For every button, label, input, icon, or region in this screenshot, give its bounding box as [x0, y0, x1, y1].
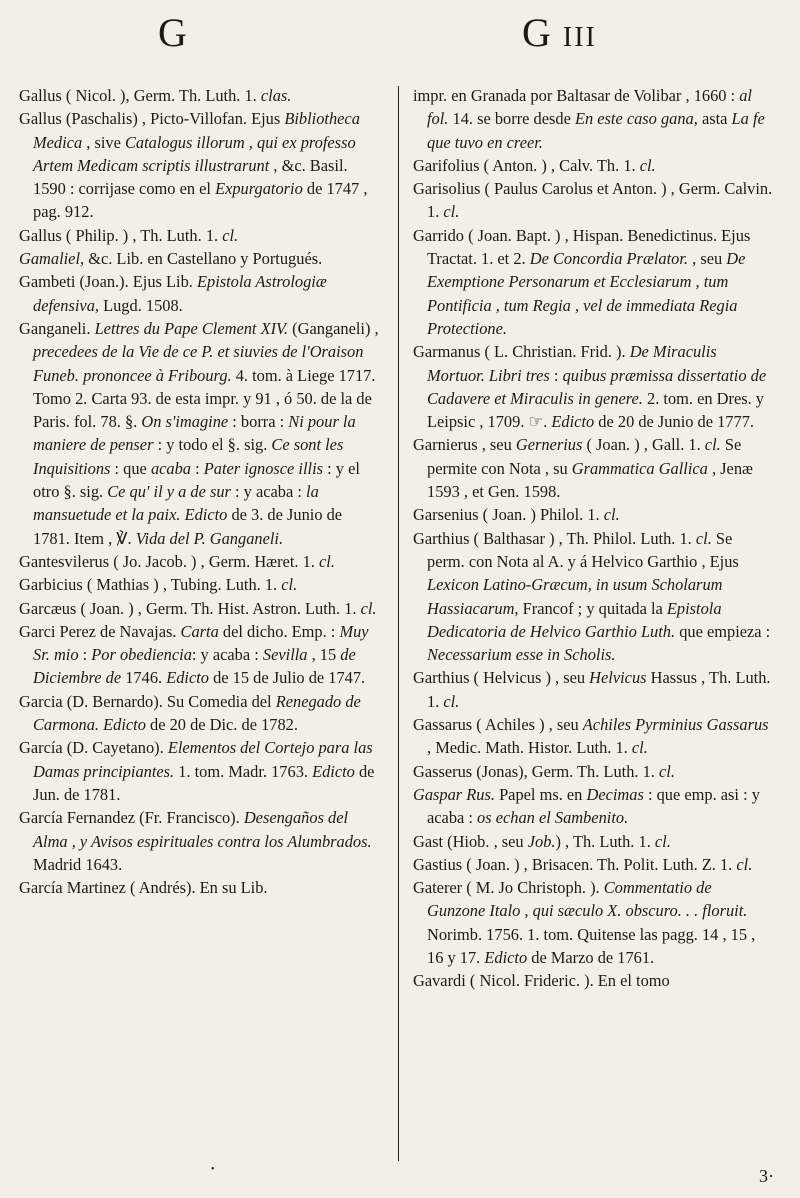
entry-italic-text: Ce sont les Inquisitions — [33, 435, 344, 478]
entry-text: : borra : — [228, 412, 289, 432]
entry-italic-text: Sevilla — [262, 645, 308, 665]
index-entry — [413, 340, 773, 433]
entry-italic-text: quibus præmissa dissertatio de Cadavere et Miraculis in genere. — [427, 365, 767, 408]
entry-text: de Marzo de 1761. — [527, 947, 655, 967]
entry-text: : y acaba : — [191, 645, 263, 665]
entry-text: , seu — [688, 249, 727, 269]
entry-italic-text: Vida del P. Ganganeli. — [135, 528, 284, 548]
entry-text: de 1747 , pag. 912. — [33, 179, 368, 222]
running-head-left — [158, 8, 187, 58]
entry-text: Ganganeli. — [19, 318, 95, 338]
entry-text: 1746. — [121, 668, 167, 688]
entry-italic-text: cl. — [736, 854, 753, 874]
entry-italic-text: la mansuetude et la paix. Edicto — [33, 482, 319, 525]
footer-ornament: • — [211, 1164, 215, 1175]
index-entry — [413, 969, 773, 992]
entry-italic-text: cl. — [654, 831, 671, 851]
entry-text: Garrido ( Joan. Bapt. ) , Hispan. Benedictinus. Ejus Tractat. 1. et 2. — [413, 225, 751, 269]
entry-text: : — [549, 365, 563, 385]
entry-italic-text: Lexicon Latino-Græcum, in usum Scholarum Hassiacarum — [427, 575, 723, 618]
entry-italic-text: cl. — [658, 761, 675, 781]
entry-text: , 15 — [307, 645, 341, 665]
entry-text: Madrid 1643. — [33, 854, 123, 874]
entry-text: ) , Th. Luth. 1. — [555, 831, 655, 851]
entry-italic-text: Lettres du Pape Clement XIV. — [94, 318, 289, 338]
entry-text: Garcæus ( Joan. ) , Germ. Th. Hist. Astron. Luth. 1. — [19, 598, 361, 618]
index-entry — [413, 760, 773, 783]
entry-text: ( Joan. ) , Gall. 1. — [582, 435, 705, 455]
entry-italic-text: Catalogus illorum , qui ex professo Artem Medicam scriptis illustrarunt — [33, 132, 356, 175]
entry-italic-text: En este caso gana — [574, 109, 694, 129]
entry-text: , &c. Lib. en Castellano y Portugués. — [80, 249, 323, 269]
entry-text: Garthius ( Balthasar ) , Th. Philol. Luth. 1. — [413, 528, 696, 548]
index-entry — [413, 853, 773, 876]
entry-italic-text: Edicto — [166, 668, 210, 688]
index-entry — [19, 317, 379, 550]
index-entry — [19, 620, 379, 690]
entry-text: Garifolius ( Anton. ) , Calv. Th. 1. — [413, 155, 640, 175]
entry-italic-text: cl. — [443, 691, 460, 711]
entry-italic-text: cl. — [631, 738, 648, 758]
index-entry — [413, 84, 773, 154]
entry-text: Gastius ( Joan. ) , Brisacen. Th. Polit. Luth. Z. 1. — [413, 854, 737, 874]
entry-text: : — [191, 458, 204, 478]
entry-text: Gallus (Paschalis) , Picto-Villofan. Ejus — [19, 109, 285, 129]
left-column — [19, 84, 379, 899]
entry-italic-text: Grammatica Gallica — [571, 458, 708, 478]
entry-text: : que — [110, 458, 151, 478]
entry-italic-text: Carta — [180, 621, 219, 641]
entry-text: impr. en Granada por Baltasar de Volibar , 1660 : — [413, 86, 740, 105]
entry-text: Norimb. 1756. 1. tom. Quitense las pagg. 14 , 15 , 16 y 17. — [427, 924, 756, 967]
index-entry — [413, 527, 773, 667]
index-entry — [19, 573, 379, 596]
index-entry — [19, 247, 379, 270]
entry-text: Garnierus , seu — [413, 435, 516, 455]
entry-text: Garmanus ( L. Christian. Frid. ). — [413, 342, 630, 362]
entry-italic-text: Pater ignosce illis — [203, 458, 324, 478]
entry-italic-text: Edicto — [551, 412, 595, 432]
entry-text: Gambeti (Joan.). Ejus Lib. — [19, 272, 197, 292]
entry-text: 1. tom. Madr. 1763. — [174, 761, 313, 781]
entry-italic-text: On s'imagine — [141, 412, 229, 432]
entry-text: de 20 de Dic. de 1782. — [145, 715, 298, 735]
entry-italic-text: Epistola Dedicatoria de Helvico Garthio Luth. — [427, 598, 722, 641]
entry-text: García Fernandez (Fr. Francisco). — [19, 808, 244, 828]
entry-italic-text: Por obediencia — [91, 645, 192, 665]
entry-italic-text: Gamaliel — [19, 249, 81, 269]
entry-text: Garci Perez de Navajas. — [19, 621, 181, 641]
entry-text: Gavardi ( Nicol. Frideric. ). En el tomo — [413, 971, 670, 991]
index-entry — [19, 270, 379, 317]
entry-text: García (D. Cayetano). — [19, 738, 168, 758]
entry-text: : y acaba : — [230, 482, 307, 502]
entry-italic-text: Elementos del Cortejo para las Damas principiantes. — [33, 738, 373, 781]
entry-text: , Jenæ 1593 , et Gen. 1598. — [427, 458, 753, 502]
entry-italic-text: clas. — [260, 86, 292, 105]
index-entry — [413, 433, 773, 503]
entry-text: Gassarus ( Achiles ) , seu — [413, 715, 583, 735]
index-entry — [19, 736, 379, 806]
entry-text: Gaterer ( M. Jo Christoph. ). — [413, 878, 604, 898]
entry-italic-text: Edicto — [484, 947, 528, 967]
entry-italic-text: cl. — [318, 551, 335, 571]
entry-text: Garcia (D. Bernardo). Su Comedia del — [19, 691, 276, 711]
entry-italic-text: Decimas — [586, 784, 644, 804]
entry-text: Hassus , Th. Luth. 1. — [427, 668, 771, 711]
entry-text: Papel ms. en — [494, 784, 587, 804]
entry-italic-text: Job. — [527, 831, 556, 851]
entry-italic-text: os echan el Sambenito. — [477, 808, 629, 828]
signature-mark: 3· — [759, 1166, 774, 1186]
entry-text: , Francof ; y quitada la — [514, 598, 667, 618]
entry-text: de Jun. de 1781. — [33, 761, 375, 804]
index-entry — [413, 876, 773, 969]
running-head-right — [522, 8, 597, 63]
entry-text: del dicho. Emp. : — [218, 621, 340, 641]
index-entry — [19, 806, 379, 876]
index-entry — [413, 177, 773, 224]
entry-text: 2. tom. en Dres. y Leipsic , 1709. ☞. — [427, 388, 764, 432]
entry-text: , sive — [82, 132, 125, 152]
index-entry — [413, 503, 773, 526]
entry-italic-text: cl. — [639, 155, 656, 175]
entry-text: de 3. de Junio de 1781. Item , ℣. — [33, 505, 343, 548]
entry-text: , Medic. Math. Histor. Luth. 1. — [427, 738, 632, 758]
entry-italic-text: Desengaños del Alma , y Avisos espirituales contra los Alumbrados. — [33, 808, 372, 851]
index-entry — [19, 876, 379, 899]
entry-italic-text: Helvicus — [589, 668, 647, 688]
right-column — [413, 84, 773, 993]
index-entry — [19, 597, 379, 620]
index-entry — [19, 550, 379, 573]
entry-italic-text: de Diciembre de — [33, 645, 356, 688]
entry-text: Gasserus (Jonas), Germ. Th. Luth. 1. — [413, 761, 659, 781]
entry-italic-text: al fol. — [427, 86, 752, 129]
index-entry — [413, 224, 773, 340]
entry-text: Gallus ( Philip. ) , Th. Luth. 1. — [19, 225, 223, 245]
index-entry — [413, 154, 773, 177]
index-entry — [413, 666, 773, 713]
index-entry — [19, 224, 379, 247]
entry-text: Garthius ( Helvicus ) , seu — [413, 668, 590, 688]
entry-italic-text: Necessarium esse in Scholis. — [427, 645, 616, 665]
index-entry — [413, 830, 773, 853]
entry-text: (Ganganeli) , — [288, 318, 379, 338]
entry-text: : — [78, 645, 92, 665]
entry-text: : y el otro §. sig. — [33, 458, 360, 502]
entry-italic-text: La fe que tuvo en creer. — [427, 109, 765, 152]
entry-italic-text: Ni pour la maniere de penser — [33, 412, 356, 455]
page-number: III — [562, 22, 597, 53]
entry-text: Gantesvilerus ( Jo. Jacob. ) , Germ. Hæret. 1. — [19, 551, 319, 571]
entry-italic-text: precedees de la Vie de ce P. et siuvies de l'Oraison Funeb. prononcee à Fribourg. — [33, 342, 364, 385]
entry-text: que empieza : — [675, 621, 771, 641]
index-entry — [19, 84, 379, 107]
entry-text: de 15 de Julio de 1747. — [209, 668, 366, 688]
entry-italic-text: De Miraculis Mortuor. Libri tres — [427, 342, 717, 385]
entry-italic-text: Edicto — [312, 761, 355, 781]
entry-text: , &c. Basil. 1590 : corrijase como en el — [33, 155, 348, 199]
entry-italic-text: cl. — [281, 575, 298, 595]
column-rule — [398, 86, 399, 1161]
entry-italic-text: cl. — [603, 505, 620, 525]
entry-text: Gast (Hiob. , seu — [413, 831, 528, 851]
entry-text: Garisolius ( Paulus Carolus et Anton. ) , Germ. Calvin. 1. — [413, 179, 773, 222]
entry-italic-text: Ce qu' il y a de sur — [107, 482, 231, 502]
entry-text: García Martinez ( Andrés). En su Lib. — [19, 878, 268, 898]
entry-italic-text: Gaspar Rus. — [413, 784, 495, 804]
entry-italic-text: acaba — [150, 458, 191, 478]
entry-text: : que emp. asi : y acaba : — [427, 784, 760, 828]
entry-italic-text: Commentatio de Gunzone Italo , qui sæculo X. obscuro. . . floruit. — [427, 878, 748, 921]
entry-italic-text: Expurgatorio — [215, 179, 303, 199]
entry-text: Se permite con Nota , su — [427, 435, 742, 478]
entry-text: Se perm. con Nota al A. y á Helvico Garthio , Ejus — [427, 528, 739, 571]
entry-italic-text: De Exemptione Personarum et Ecclesiarum , tum Pontificia , tum Regia , vel de immediata Regia Protectione. — [427, 249, 746, 338]
entry-italic-text: Renegado de Carmona. Edicto — [33, 691, 361, 735]
entry-text: Garbicius ( Mathias ) , Tubing. Luth. 1. — [19, 575, 282, 595]
entry-italic-text: Achiles Pyrminius Gassarus — [582, 715, 769, 735]
entry-text: , Lugd. 1508. — [94, 295, 183, 315]
entry-italic-text: Bibliotheca Medica — [33, 109, 360, 152]
entry-text: , asta — [693, 109, 732, 129]
entry-italic-text: Gernerius — [515, 435, 583, 455]
entry-italic-text: cl. — [360, 598, 377, 618]
entry-italic-text: Muy Sr. mio — [33, 621, 369, 665]
index-entry — [19, 107, 379, 223]
entry-italic-text: cl. — [704, 435, 721, 455]
right-head-letter: G — [522, 10, 551, 55]
index-entry — [19, 690, 379, 737]
entry-italic-text: cl. — [695, 528, 712, 548]
entry-text: Garsenius ( Joan. ) Philol. 1. — [413, 505, 604, 525]
entry-text: Gallus ( Nicol. ), Germ. Th. Luth. 1. — [19, 86, 261, 105]
entry-text: de 20 de Junio de 1777. — [594, 412, 754, 432]
entry-text: 14. se borre desde — [448, 109, 575, 129]
entry-text: : y todo el §. sig. — [153, 435, 272, 455]
index-entry — [413, 783, 773, 830]
entry-italic-text: Epistola Astrologiæ defensiva — [33, 272, 327, 315]
entry-text: 4. tom. à Liege 1717. Tomo 2. Carta 93. de esta impr. y 91 , ó 50. de la de Paris. fol. 78. §. — [33, 365, 376, 432]
left-head-letter: G — [158, 10, 187, 55]
index-entry — [413, 713, 773, 760]
entry-italic-text: cl. — [443, 202, 460, 222]
entry-italic-text: cl. — [222, 225, 239, 245]
entry-italic-text: De Concordia Prælator. — [529, 249, 689, 269]
